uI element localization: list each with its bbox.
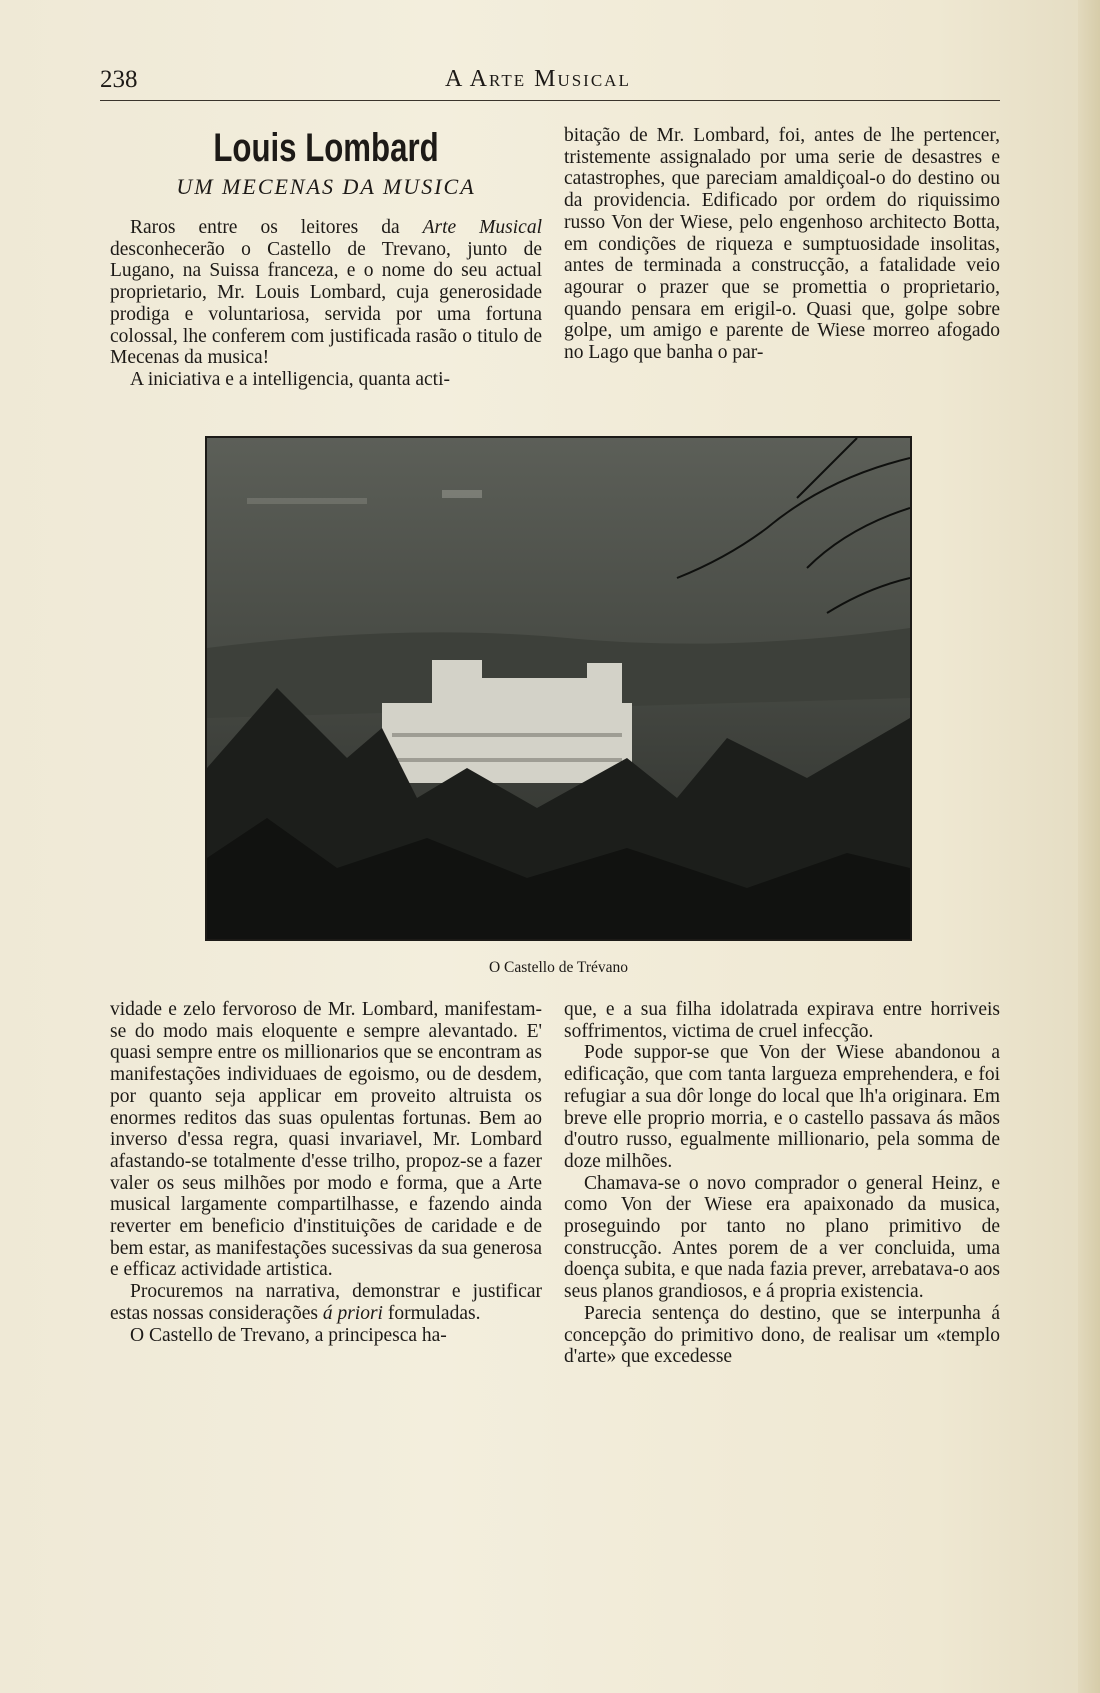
page-header: [100, 62, 1000, 98]
article-subtitle: UM MECENAS DA MUSICA: [176, 174, 476, 199]
page-edge: [1078, 0, 1100, 1693]
column-right-bottom: [564, 999, 1000, 1368]
paragraph: O Castello de Trevano, a principesca ha-: [130, 1324, 447, 1346]
paragraph: Parecia sentença do destino, que se interpunha á concepção do primitivo dono, de realisar um «templo d'arte» que excedesse: [564, 1302, 1000, 1368]
paragraph: A iniciativa e a intelligencia, quanta acti-: [130, 368, 450, 390]
column-right-top: [564, 125, 1000, 364]
column-left-top: [110, 217, 542, 391]
paragraph: vidade e zelo fervoroso de Mr. Lombard, manifestam-se do modo mais eloquente e sempre alevantado. E' quasi sempre entre os millionarios que se encontram as manifestações individuaes de egoismo, ou de desdem, por quanto seja applicar em proveito altruista os enormes reditos das suas opulentas fortunas. Bem ao inverso d'essa regra, quasi invariavel, Mr. Lombard afastando-se totalmente d'esse trilho, propoz-se a fazer valer os seus milhões por modo e forma, que a Arte musical largamente compartilhasse, e fazendo ainda reverter em beneficio d'instituições de caridade e de bem estar, as manifestações sucessivas da sua generosa e efficaz actividade artistica.: [110, 999, 542, 1281]
page-number: 238: [100, 66, 138, 93]
photo-caption: O Castello de Trévano: [488, 959, 629, 976]
paragraph: que, e a sua filha idolatrada expirava entre horriveis soffrimentos, victima de cruel infecção.: [564, 999, 1000, 1042]
header-rule: [100, 100, 1000, 101]
paragraph: Chamava-se o novo comprador o general Heinz, e como Von der Wiese era apaixonado da musica, proseguindo por tanto no plano primitivo de construcção. Antes porem de a ver concluida, uma doença subita, e que nada fazia prever, arrebatava-o aos seus planos grandiosos, e á propria existencia.: [564, 1172, 1000, 1303]
paragraph: Raros entre os leitores da Arte Musical desconhecerão o Castello de Trevano, junto de Lugano, na Suissa franceza, e o nome do seu actual proprietario, Mr. Louis Lombard, cuja generosidade prodiga e voluntariosa, servida por uma fortuna colossal, lhe conferem com justificada rasão o titulo de Mecenas da musica!: [110, 217, 542, 369]
paragraph: bitação de Mr. Lombard, foi, antes de lhe pertencer, tristemente assignalado por uma serie de desastres e catastrophes, que pareciam amaldiçoal-o do destino ou da providencia. Edificado por ordem do riquissimo russo Von der Wiese, pelo engenhoso architecto Botta, em condições de riqueza e sumptuosidade insolitas, antes de terminada a construcção, a fatalidade veio agourar o prazer que se promettia o proprietario, quando pensara em erigil-o. Quasi que, golpe sobre golpe, um amigo e parente de Wiese morreo afogado no Lago que banha o par-: [564, 125, 1000, 364]
column-left-bottom: [110, 999, 542, 1346]
paragraph: Procuremos na narrativa, demonstrar e justificar estas nossas considerações á priori formuladas.: [110, 1281, 542, 1324]
article-title: Louis Lombard: [213, 126, 439, 170]
paragraph: Pode suppor-se que Von der Wiese abandonou a edificação, que com tanta largueza emprehendera, e foi refugiar a sua dôr longe do local que lh'a originara. Em breve elle proprio morria, e o castello passava ás mãos d'outro russo, egualmente millionario, pela somma de doze milhões.: [564, 1042, 1000, 1172]
running-title: A Arte Musical: [445, 66, 631, 92]
castle-photograph: [205, 436, 912, 941]
